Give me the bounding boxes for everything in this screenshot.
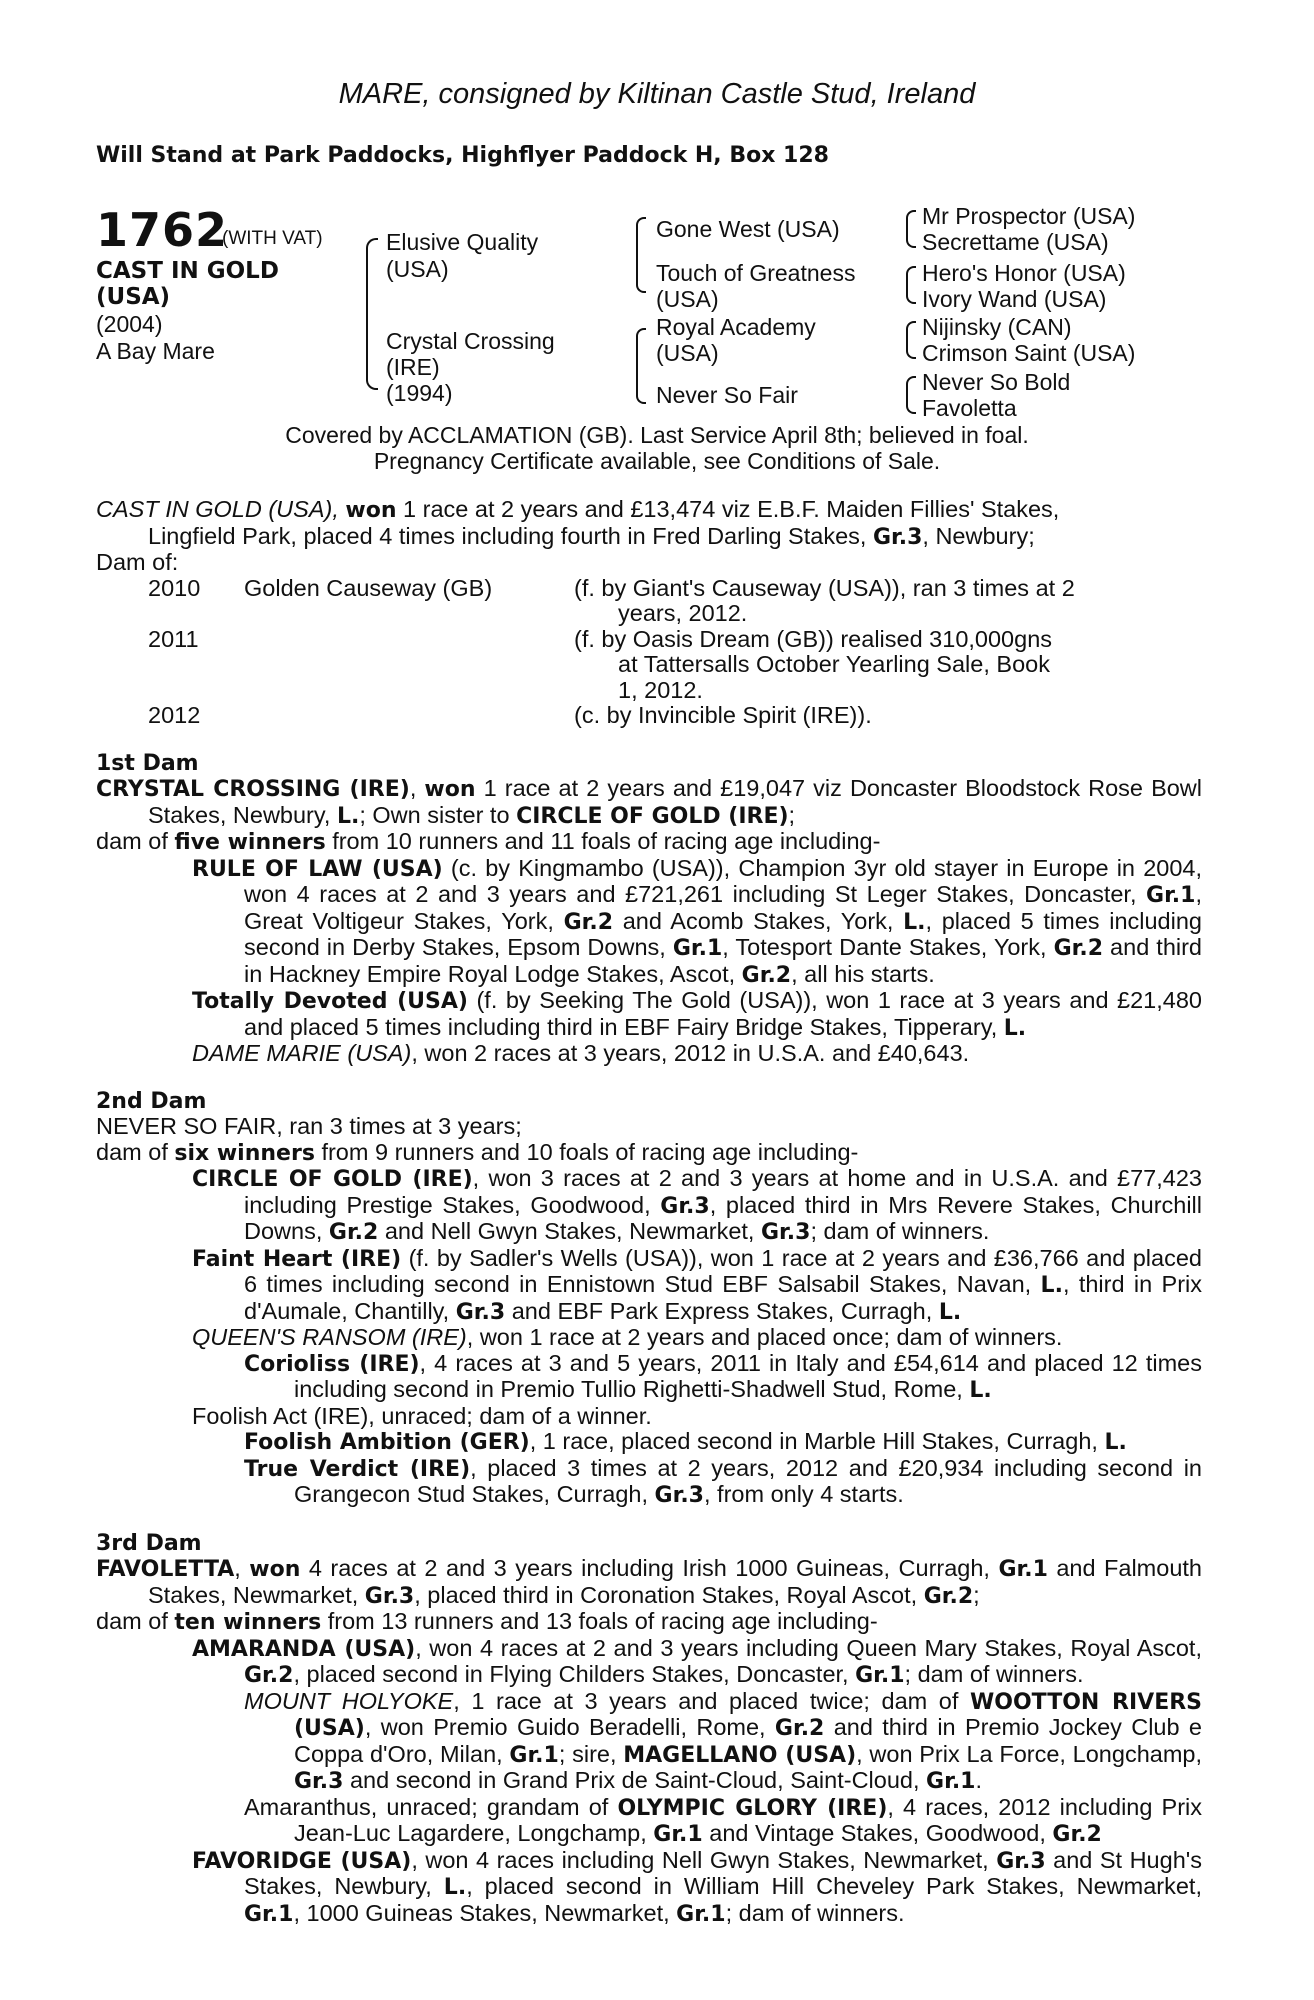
pedigree-brace xyxy=(906,266,916,304)
stabling-location: Will Stand at Park Paddocks, Highflyer Paddock H, Box 128 xyxy=(96,143,829,168)
sire-name: Elusive Quality xyxy=(386,229,539,255)
pedigree-brace xyxy=(906,321,916,359)
foal-row: 2010 Golden Causeway (GB) (f. by Giant's Causeway (USA)), ran 3 times at 2 xyxy=(148,574,1075,601)
horse-year: (2004) xyxy=(96,311,163,337)
gg-7: Never So Bold xyxy=(922,369,1071,395)
pedigree-brace xyxy=(636,217,646,293)
third-dam-heading: 3rd Dam xyxy=(96,1530,202,1556)
gg-8: Favoletta xyxy=(922,395,1017,421)
sire-sire: Gone West (USA) xyxy=(656,216,840,242)
third-dam-summary: dam of ten winners from 13 runners and 13 foals of racing age including- xyxy=(96,1608,878,1635)
progeny-circle-of-gold: CIRCLE OF GOLD (IRE), won 3 races at 2 and 3 years at home and in U.S.A. and £77,423 including Prestige Stakes, Goodwood, Gr.3, placed third in Mrs Revere Stakes, Churchill Downs, Gr.2 and Nell Gwyn Stakes, Newmarket, Gr.3; dam of winners. xyxy=(192,1165,1202,1245)
lot-number: 1762 xyxy=(96,203,229,257)
produce-record: CAST IN GOLD (USA), won 1 race at 2 years and £13,474 viz E.B.F. Maiden Fillies' Stakes, Lingfield Park, placed 4 times including fourth in Fred Darling Stakes, Gr.3, Newbury; Dam of: 2010 Golden Causeway (GB) (f. by Giant's Causeway (USA)), ran 3 times at 2 years, 2012. 2011 (f. by Oasis Dream (GB)) realised 310,000gns at Tattersalls October Yearling Sale, Book 1, 2012. 2012 (c. by Invincible Spirit (IRE)). 1st Dam CRYSTAL CROSSING (IRE), won 1 race at 2 years and £19,047 viz Doncaster Bloodstock Rose Bowl Stakes, Newbury, L.; Own sister to CIRCLE OF GOLD (IRE); dam of five winners from 10 runners and 11 foals of racing age including- RULE OF LAW (USA) (c. by Kingmambo (USA)), Champion 3yr old stayer in Europe in 2004, won 4 races at 2 and 3 years and £721,261 including St Leger Stakes, Doncaster, Gr.1, Great Voltigeur Stakes, York, Gr.2 and Acomb Stakes, York, L., placed 5 times including second in Derby Stakes, Epsom Downs, Gr.1, Totesport Dante Stakes, York, Gr.2 and third in Hackney Empire Royal Lodge Stakes, Ascot, Gr.2, all his starts. Totally Devoted (USA) (f. by Seeking The Gold (USA)), won 1 race at 3 years and £21,480 and placed 5 times including third in EBF Fairy Bridge Stakes, Tipperary, L. DAME MARIE (USA), won 2 races at 3 years, 2012 in U.S.A. and £40,643. 2nd Dam NEVER SO FAIR, ran 3 times at 3 years; dam of six winners from 9 runners and 10 foals of racing age including- CIRCLE OF GOLD (IRE), won 3 races at 2 and 3 years at home and in U.S.A. and £77,423 including Prestige Stakes, Goodwood, Gr.3, placed third in Mrs Revere Stakes, Churchill Downs, Gr.2 and Nell Gwyn Stakes, Newmarket, Gr.3; dam of winners. Faint Heart (IRE) (f. by Sadler's Wells (USA)), won 1 race at 2 years and £36,766 and placed 6 times including second in Ennistown Stud EBF Salsabil Stakes, Navan, L., third in Prix d'Aumale, Chantilly, Gr.3 and EBF Park Express Stakes, Curragh, L. QUEEN'S RANSOM (IRE), won 1 race at 2 years and placed once; dam of winners. Corioliss (IRE), 4 races at 3 and 5 years, 2011 in Italy and £54,614 and placed 12 times including second in Premio Tullio Righetti-Shadwell Stud, Rome, L. Foolish Act (IRE), unraced; dam of a winner. Foolish Ambition (GER), 1 race, placed second in Marble Hill Stakes, Curragh, L. True Verdict (IRE), placed 3 times at 2 years, 2012 and £20,934 including second in Grangecon Stud Stakes, Curragh, Gr.3, from only 4 starts. 3rd Dam FAVOLETTA, won 4 races at 2 and 3 years including Irish 1000 Guineas, Curragh, Gr.1 and Falmouth Stakes, Newmarket, Gr.3, placed third in Coronation Stakes, Royal Ascot, Gr.2; dam of ten winners from 13 runners and 13 foals of racing age including- AMARANDA (USA), won 4 races at 2 and 3 years including Queen Mary Stakes, Royal Ascot, Gr.2, placed second in Flying Childers Stakes, Doncaster, Gr.1; dam of winners. MOUNT HOLYOKE, 1 race at 3 years and placed twice; dam of WOOTTON RIVERS (USA), won Premio Guido Beradelli, Rome, Gr.2 and third in Premio Jockey Club e Coppa d'Oro, Milan, Gr.1; sire, MAGELLANO (USA), won Prix La Force, Longchamp, Gr.3 and second in Grand Prix de Saint-Cloud, Saint-Cloud, Gr.1. Amaranthus, unraced; grandam of OLYMPIC GLORY (IRE), 4 races, 2012 including Prix Jean-Luc Lagardere, Longchamp, Gr.1 and Vintage Stakes, Goodwood, Gr.2 FAVORIDGE (USA), won 4 races including Nell Gwyn Stakes, Newmarket, Gr.3 and St Hugh's Stakes, Newbury, L., placed second in William Hill Cheveley Park Stakes, Newmarket, Gr.1, 1000 Guineas Stakes, Newmarket, Gr.1; dam of winners. xyxy=(96,496,1203,1927)
progeny-totally-devoted: Totally Devoted (USA) (f. by Seeking The Gold (USA)), won 1 race at 3 years and £21,480 and placed 5 times including third in EBF Fairy Bridge Stakes, Tipperary, L. xyxy=(192,987,1202,1041)
dam-name: Crystal Crossing xyxy=(386,328,555,354)
sire-dam-country: (USA) xyxy=(656,286,719,312)
gg-3: Hero's Honor (USA) xyxy=(922,260,1126,286)
horse-name: CAST IN GOLD xyxy=(96,258,279,284)
progeny-foolish-act: Foolish Act (IRE), unraced; dam of a winner. xyxy=(192,1402,652,1429)
dam-sire-country: (USA) xyxy=(656,340,719,366)
progeny-amaranda: AMARANDA (USA), won 4 races at 2 and 3 years including Queen Mary Stakes, Royal Ascot, Gr.2, placed second in Flying Childers Stakes, Doncaster, Gr.1; dam of winners. xyxy=(192,1634,1202,1688)
gg-4: Ivory Wand (USA) xyxy=(922,286,1107,312)
progeny-dame-marie: DAME MARIE (USA), won 2 races at 3 years, 2012 in U.S.A. and £40,643. xyxy=(192,1040,970,1066)
progeny-rule-of-law: RULE OF LAW (USA) (c. by Kingmambo (USA)), Champion 3yr old stayer in Europe in 2004, won 4 races at 2 and 3 years and £721,261 including St Leger Stakes, Doncaster, Gr.1, Great Voltigeur Stakes, York, Gr.2 and Acomb Stakes, York, L., placed 5 times including second in Derby Stakes, Epsom Downs, Gr.1, Totesport Dante Stakes, York, Gr.2 and third in Hackney Empire Royal Lodge Stakes, Ascot, Gr.2, all his starts. xyxy=(192,854,1203,988)
progeny-amaranthus: Amaranthus, unraced; grandam of OLYMPIC GLORY (IRE), 4 races, 2012 including Prix Jean-Luc Lagardere, Longchamp, Gr.1 and Vintage Stakes, Goodwood, Gr.2 xyxy=(244,1793,1203,1847)
progeny-foolish-ambition: Foolish Ambition (GER), 1 race, placed second in Marble Hill Stakes, Curragh, L. xyxy=(244,1428,1127,1455)
gg-6: Crimson Saint (USA) xyxy=(922,340,1136,366)
foal-row: 2011 (f. by Oasis Dream (GB)) realised 310,000gns xyxy=(148,625,1053,652)
progeny-faint-heart: Faint Heart (IRE) (f. by Sadler's Wells (USA)), won 1 race at 2 years and £36,766 and placed 6 times including second in Ennistown Stud EBF Salsabil Stakes, Navan, L., third in Prix d'Aumale, Chantilly, Gr.3 and EBF Park Express Stakes, Curragh, L. xyxy=(192,1244,1203,1325)
horse-country: (USA) xyxy=(96,284,171,310)
first-dam-heading: 1st Dam xyxy=(96,750,199,776)
pedigree-brace xyxy=(906,210,916,248)
covered-note: Covered by ACCLAMATION (GB). Last Service April 8th; believed in foal. xyxy=(285,422,1029,448)
consignment-header: MARE, consigned by Kiltinan Castle Stud, Ireland xyxy=(338,78,976,110)
horse-description: A Bay Mare xyxy=(96,338,215,364)
dam-year: (1994) xyxy=(386,380,453,406)
pedigree-brace xyxy=(906,376,916,414)
dam-country: (IRE) xyxy=(386,354,440,380)
gg-5: Nijinsky (CAN) xyxy=(922,314,1072,340)
first-dam-record: CRYSTAL CROSSING (IRE), won 1 race at 2 years and £19,047 viz Doncaster Bloodstock Rose Bowl Stakes, Newbury, L.; Own sister to CIRCLE OF GOLD (IRE); xyxy=(96,775,1203,829)
foal-row: 2012 (c. by Invincible Spirit (IRE)). xyxy=(148,702,872,728)
third-dam-record: FAVOLETTA, won 4 races at 2 and 3 years including Irish 1000 Guineas, Curragh, Gr.1 and Falmouth Stakes, Newmarket, Gr.3, placed third in Coronation Stakes, Royal Ascot, Gr.2; xyxy=(96,1555,1202,1609)
sire-country: (USA) xyxy=(386,256,449,282)
gg-1: Mr Prospector (USA) xyxy=(922,203,1136,229)
dam-dam: Never So Fair xyxy=(656,382,798,408)
vat-note: (WITH VAT) xyxy=(222,228,323,249)
pedigree-brace xyxy=(636,328,646,404)
second-dam-summary: dam of six winners from 9 runners and 10 foals of racing age including- xyxy=(96,1138,859,1166)
mare-race-record-cont: Lingfield Park, placed 4 times including fourth in Fred Darling Stakes, Gr.3, Newbury; xyxy=(148,522,1035,550)
progeny-true-verdict: True Verdict (IRE), placed 3 times at 2 years, 2012 and £20,934 including second in Grangecon Stud Stakes, Curragh, Gr.3, from only 4 starts. xyxy=(244,1454,1202,1508)
pregnancy-note: Pregnancy Certificate available, see Conditions of Sale. xyxy=(373,448,941,474)
sire-dam-name: Touch of Greatness xyxy=(656,260,856,286)
second-dam-heading: 2nd Dam xyxy=(96,1088,207,1114)
progeny-queens-ransom: QUEEN'S RANSOM (IRE), won 1 race at 2 years and placed once; dam of winners. xyxy=(192,1324,1063,1350)
progeny-favoridge: FAVORIDGE (USA), won 4 races including Nell Gwyn Stakes, Newmarket, Gr.3 and St Hugh's Stakes, Newbury, L., placed second in William Hill Cheveley Park Stakes, Newmarket, Gr.1, 1000 Guineas Stakes, Newmarket, Gr.1; dam of winners. xyxy=(192,1846,1202,1927)
progeny-mount-holyoke: MOUNT HOLYOKE, 1 race at 3 years and placed twice; dam of WOOTTON RIVERS (USA), won Premio Guido Beradelli, Rome, Gr.2 and third in Premio Jockey Club e Coppa d'Oro, Milan, Gr.1; sire, MAGELLANO (USA), won Prix La Force, Longchamp, Gr.3 and second in Grand Prix de Saint-Cloud, Saint-Cloud, Gr.1. xyxy=(244,1687,1203,1794)
second-dam-record: NEVER SO FAIR, ran 3 times at 3 years; xyxy=(96,1113,522,1139)
first-dam-summary: dam of five winners from 10 runners and 11 foals of racing age including- xyxy=(96,828,881,855)
progeny-corioliss: Corioliss (IRE), 4 races at 3 and 5 years, 2011 in Italy and £54,614 and placed 12 times including second in Premio Tullio Righetti-Shadwell Stud, Rome, L. xyxy=(244,1349,1202,1403)
pedigree-brace xyxy=(366,238,378,390)
dam-of-label: Dam of: xyxy=(96,549,179,575)
mare-race-record: CAST IN GOLD (USA), won 1 race at 2 years and £13,474 viz E.B.F. Maiden Fillies' Stakes, xyxy=(96,496,1060,523)
gg-2: Secrettame (USA) xyxy=(922,229,1109,255)
dam-sire-name: Royal Academy xyxy=(656,314,816,340)
